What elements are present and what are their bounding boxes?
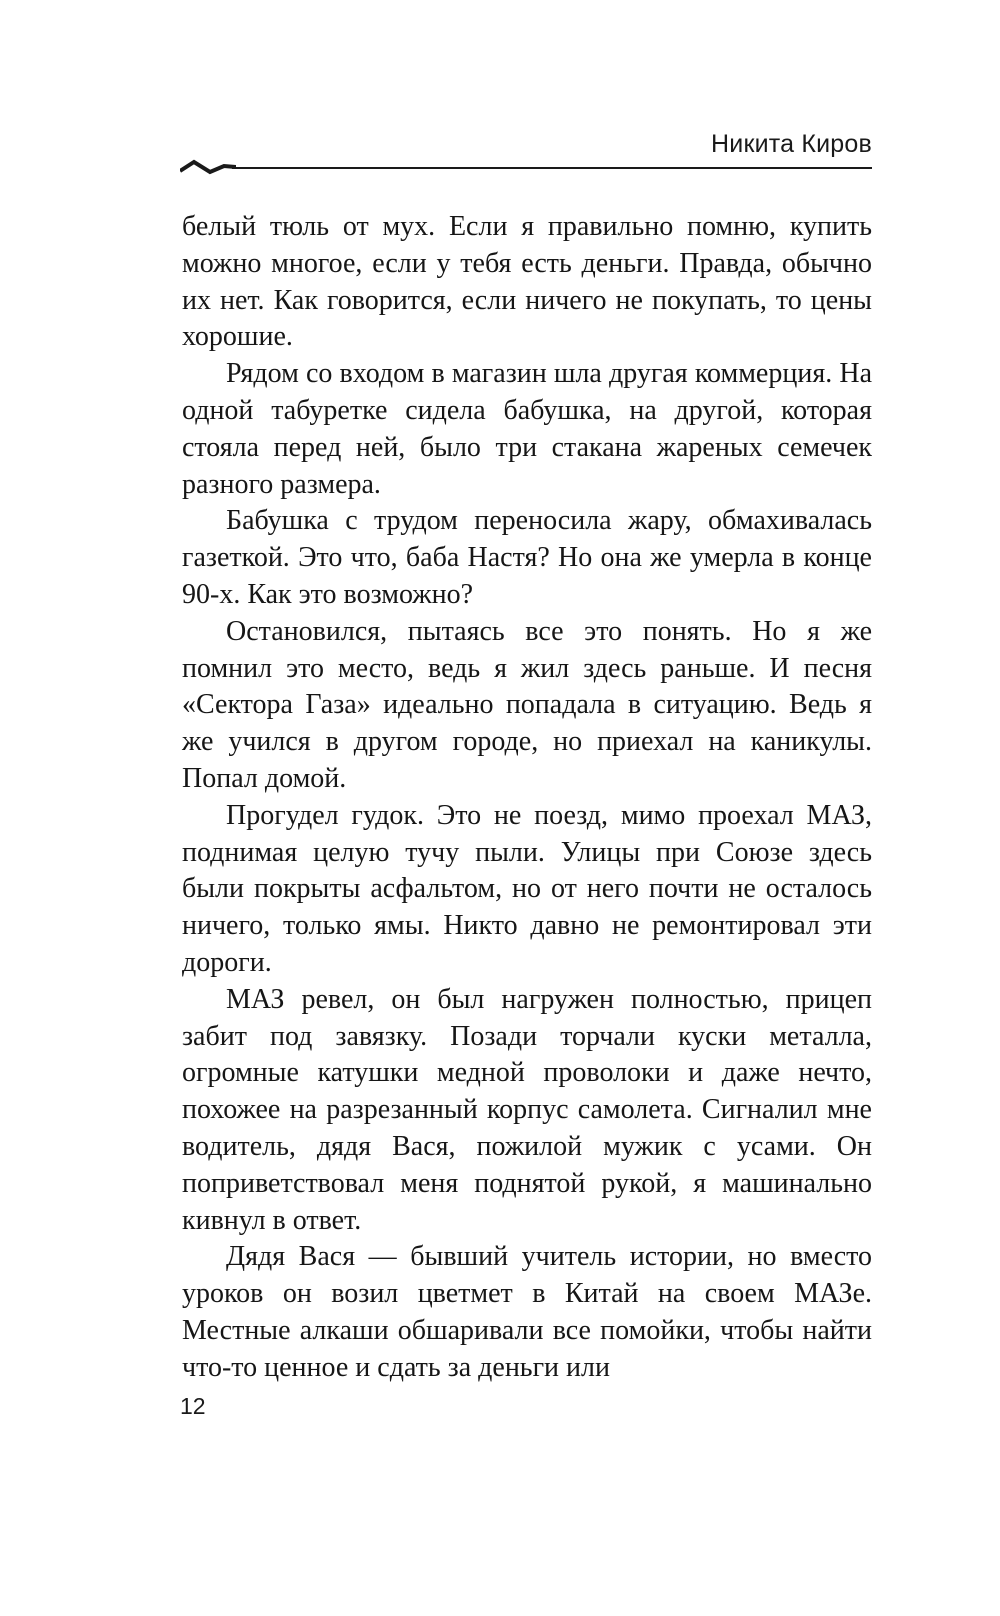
page-number: 12 <box>180 1393 206 1419</box>
header-author-name: Никита Киров <box>711 130 872 158</box>
paragraph: Рядом со входом в магазин шла другая коммерция. На одной табуретке сидела бабушка, на другой, которая стояла перед ней, было три стакана жареных семечек разного размера. <box>182 358 872 500</box>
paragraph: Прогудел гудок. Это не поезд, мимо проехал МАЗ, поднимая целую тучу пыли. Улицы при Союзе здесь были покрыты асфальтом, но от него почти не осталось ничего, только ямы. Никто давно не ремонтировал эти дороги. <box>182 799 872 978</box>
wave-ornament-icon <box>180 157 236 175</box>
book-text-body <box>182 209 872 1387</box>
paragraph-continued: белый тюль от мух. Если я правильно помню, купить можно многое, если у тебя есть деньги. Правда, обычно их нет. Как говорится, если ничего не покупать, то цены хорошие. <box>182 211 872 353</box>
header-divider <box>232 167 872 169</box>
paragraph: Дядя Вася — бывший учитель истории, но вместо уроков он возил цветмет в Китай на своем МАЗе. Местные алкаши обшаривали все помойки, чтобы найти что-то ценное и сдать за деньги или <box>182 1241 872 1383</box>
paragraph: Остановился, пытаясь все это понять. Но я же помнил это место, ведь я жил здесь раньше. И песня «Сектора Газа» идеально попадала в ситуацию. Ведь я же учился в другом городе, но приехал на каникулы. Попал домой. <box>182 615 872 794</box>
paragraph: Бабушка с трудом переносила жару, обмахивалась газеткой. Это что, баба Настя? Но она же умерла в конце 90-х. Как это возможно? <box>182 505 872 610</box>
paragraph: МАЗ ревел, он был нагружен полностью, прицеп забит под завязку. Позади торчали куски металла, огромные катушки медной проволоки и даже нечто, похожее на разрезанный корпус самолета. Сигналил мне водитель, дядя Вася, пожилой мужик с усами. Он поприветствовал меня поднятой рукой, я машинально кивнул в ответ. <box>182 983 872 1236</box>
